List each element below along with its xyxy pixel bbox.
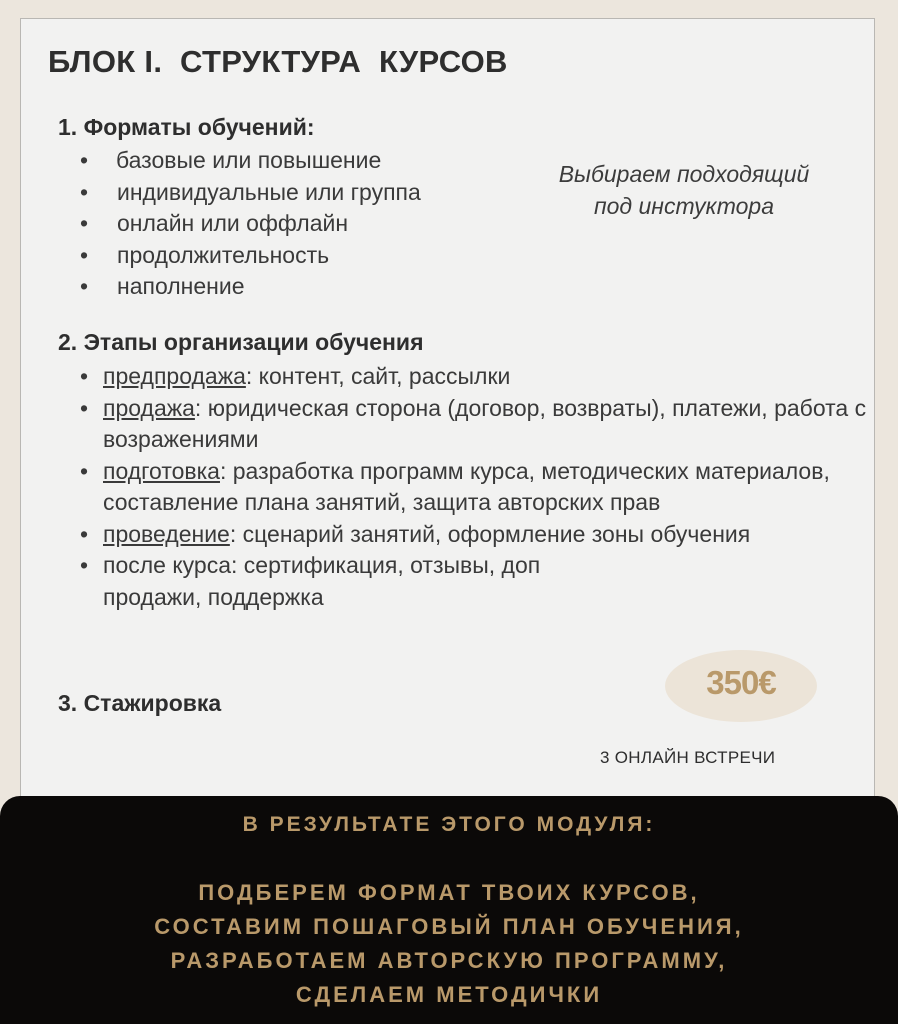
list-item: • наполнение [80, 271, 421, 303]
stage-text: после курса: сертификация, отзывы, доп продажи, поддержка [103, 552, 541, 610]
section-3-heading: 3. Стажировка [58, 690, 222, 716]
list-item [80, 550, 603, 613]
result-line: ПОДБЕРЕМ ФОРМАТ ТВОИХ КУРСОВ, [198, 880, 700, 905]
list-item: • продолжительность [80, 240, 421, 272]
list-item [80, 393, 870, 456]
section-2-heading: 2. Этапы организации обучения [58, 329, 424, 355]
stage-term: предпродажа [103, 363, 246, 389]
list-item: • базовые или повышение [80, 145, 421, 177]
result-line: РАЗРАБОТАЕМ АВТОРСКУЮ ПРОГРАММУ, [170, 948, 728, 973]
format-note: Выбираем подходящий под инстуктора [558, 161, 810, 219]
stage-text: : юридическая сторона (договор, возвраты), платежи, работа с возражениями [103, 394, 867, 452]
price-label: 350€ [706, 664, 776, 701]
stage-term: продажа [103, 394, 195, 421]
list-item [80, 519, 870, 551]
section-1-heading: 1. Форматы обучений: [58, 114, 315, 140]
formats-list [80, 145, 421, 303]
block-title: БЛОК I. СТРУКТУРА КУРСОВ [48, 44, 508, 79]
stage-term: подготовка [103, 457, 220, 484]
result-heading: В РЕЗУЛЬТАТЕ ЭТОГО МОДУЛЯ: [242, 813, 656, 836]
result-lines [0, 876, 898, 1012]
stages-list [80, 361, 870, 613]
list-item: • индивидуальные или группа [80, 177, 421, 209]
stage-text: : сценарий занятий, оформление зоны обучения [229, 520, 751, 547]
stage-text: : контент, сайт, рассылки [245, 363, 511, 389]
result-line: СДЕЛАЕМ МЕТОДИЧКИ [295, 982, 603, 1007]
stage-term: проведение [103, 520, 230, 547]
stage-text: : разработка программ курса, методических материалов, составление плана занятий, защита авторских прав [103, 457, 830, 515]
meetings-label: 3 ОНЛАЙН ВСТРЕЧИ [600, 748, 776, 767]
list-item [80, 361, 870, 393]
result-line: СОСТАВИМ ПОШАГОВЫЙ ПЛАН ОБУЧЕНИЯ, [154, 914, 744, 939]
list-item [80, 456, 870, 519]
list-item: • онлайн или оффлайн [80, 208, 421, 240]
